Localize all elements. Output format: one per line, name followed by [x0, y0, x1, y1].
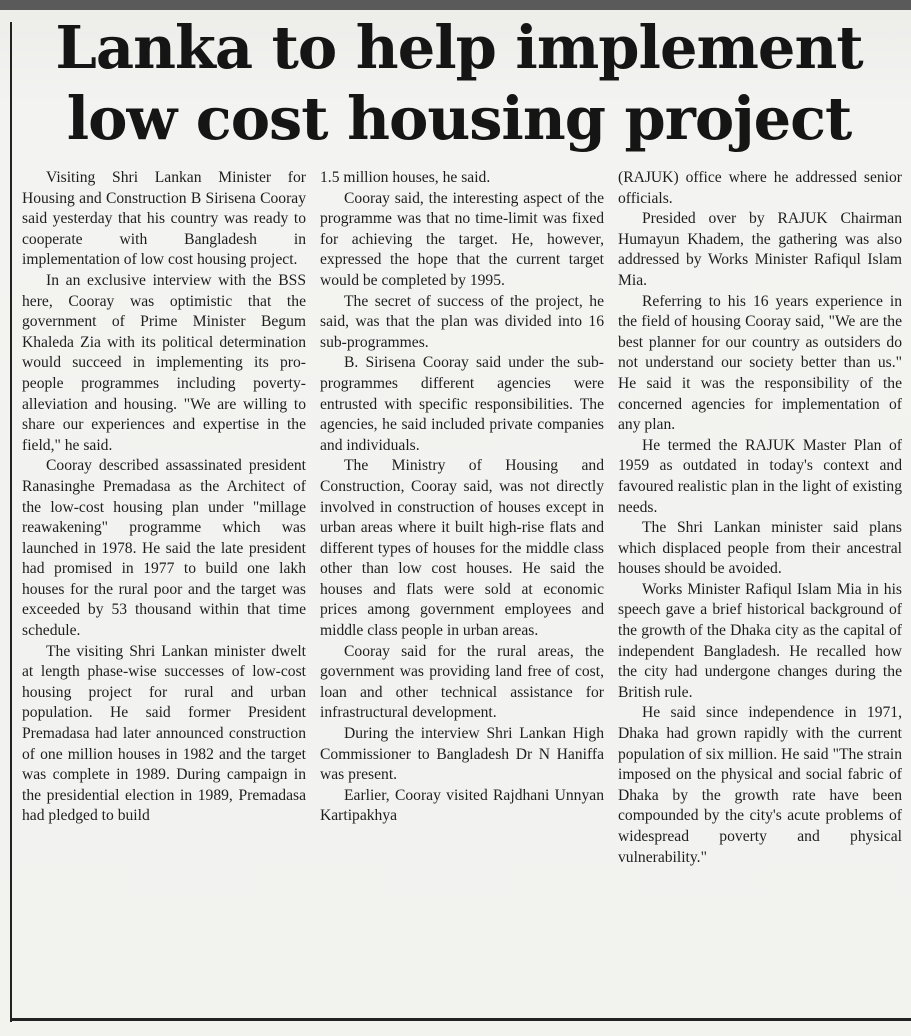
paragraph: Earlier, Cooray visited Rajdhani Unnyan Kartipakhya [320, 786, 604, 825]
paragraph: In an exclusive interview with the BSS here, Cooray was optimistic that the government of Prime Minister Begum Khaleda Zia with its political determination would succeed in implementing its pro-people programmes including poverty-alleviation and housing. "We are willing to share our experiences and expertise in the field," he said. [22, 271, 306, 454]
paragraph: He said since independence in 1971, Dhaka had grown rapidly with the current population of six million. He said "The strain imposed on the physical and social fabric of Dhaka by the growth rate have been compounded by the city's acute problems of widespread poverty and physical vulnerability." [618, 704, 902, 866]
column-2 [320, 168, 604, 1010]
headline-line-2: low cost housing project [66, 84, 852, 153]
paragraph: The Ministry of Housing and Construction, Cooray said, was not directly involved in construction of houses except in urban areas where it built high-rise flats and different types of houses for the middle class other than low cost houses. He said the houses and flats were sold at economic prices among government employees and middle class people in urban areas. [320, 457, 604, 640]
paragraph: Cooray described assassinated president Ranasinghe Premadasa as the Architect of the low-cost housing plan under "millage reawakening" programme which was launched in 1978. He said the late president had promised in 1977 to build one lakh houses for the rural poor and the target was exceeded by 53 thousand within that time schedule. [22, 457, 306, 640]
paragraph: The visiting Shri Lankan minister dwelt at length phase-wise successes of low-cost housing project for rural and urban population. He said former President Premadasa had later announced construction of one million houses in 1982 and the target was complete in 1989. During campaign in the presidential election in 1989, Premadasa had pledged to build [22, 642, 306, 825]
column-1 [22, 168, 306, 1010]
paragraph: Visiting Shri Lankan Minister for Housing and Construction B Sirisena Cooray said yesterday that his country was ready to cooperate with Bangladesh in implementation of low cost housing project. [22, 169, 306, 269]
article-body [22, 168, 902, 1010]
column-3 [618, 168, 902, 1010]
paragraph: The secret of success of the project, he said, was that the plan was divided into 16 sub-programmes. [320, 292, 604, 351]
bottom-rule [10, 1018, 911, 1021]
paragraph: Cooray said, the interesting aspect of the programme was that no time-limit was fixed for achieving the target. He, however, expressed the hope that the current target would be completed by 1995. [320, 189, 604, 289]
paragraph: Cooray said for the rural areas, the government was providing land free of cost, loan and other technical assistance for infrastructural development. [320, 642, 604, 722]
paragraph: He termed the RAJUK Master Plan of 1959 as outdated in today's context and favoured realistic plan in the light of existing needs. [618, 436, 902, 516]
paragraph: Works Minister Rafiqul Islam Mia in his speech gave a brief historical background of the growth of the Dhaka city as the capital of independent Bangladesh. He recalled how the city had undergone changes during the British rule. [618, 580, 902, 701]
paragraph-continued: (RAJUK) office where he addressed senior officials. [618, 169, 902, 207]
paragraph: Referring to his 16 years experience in the field of housing Cooray said, "We are the best planner for our country as outsiders do not understand our society better than us." He said it was the responsibility of the concerned agencies for implementation of any plan. [618, 292, 902, 434]
top-edge-strip [0, 0, 911, 10]
paragraph: The Shri Lankan minister said plans which displaced people from their ancestral houses should be avoided. [618, 519, 902, 578]
paragraph: B. Sirisena Cooray said under the sub-programmes different agencies were entrusted with specific responsibilities. The agencies, he said included private companies and individuals. [320, 354, 604, 454]
paragraph: Presided over by RAJUK Chairman Humayun Khadem, the gathering was also addressed by Works Minister Rafiqul Islam Mia. [618, 210, 902, 289]
headline-line-1: Lanka to help implement [55, 13, 863, 82]
headline [14, 12, 904, 154]
left-column-rule [0, 22, 12, 1022]
paragraph: During the interview Shri Lankan High Commissioner to Bangladesh Dr N Haniffa was present. [320, 725, 604, 784]
paragraph-continued: 1.5 million houses, he said. [320, 169, 491, 186]
